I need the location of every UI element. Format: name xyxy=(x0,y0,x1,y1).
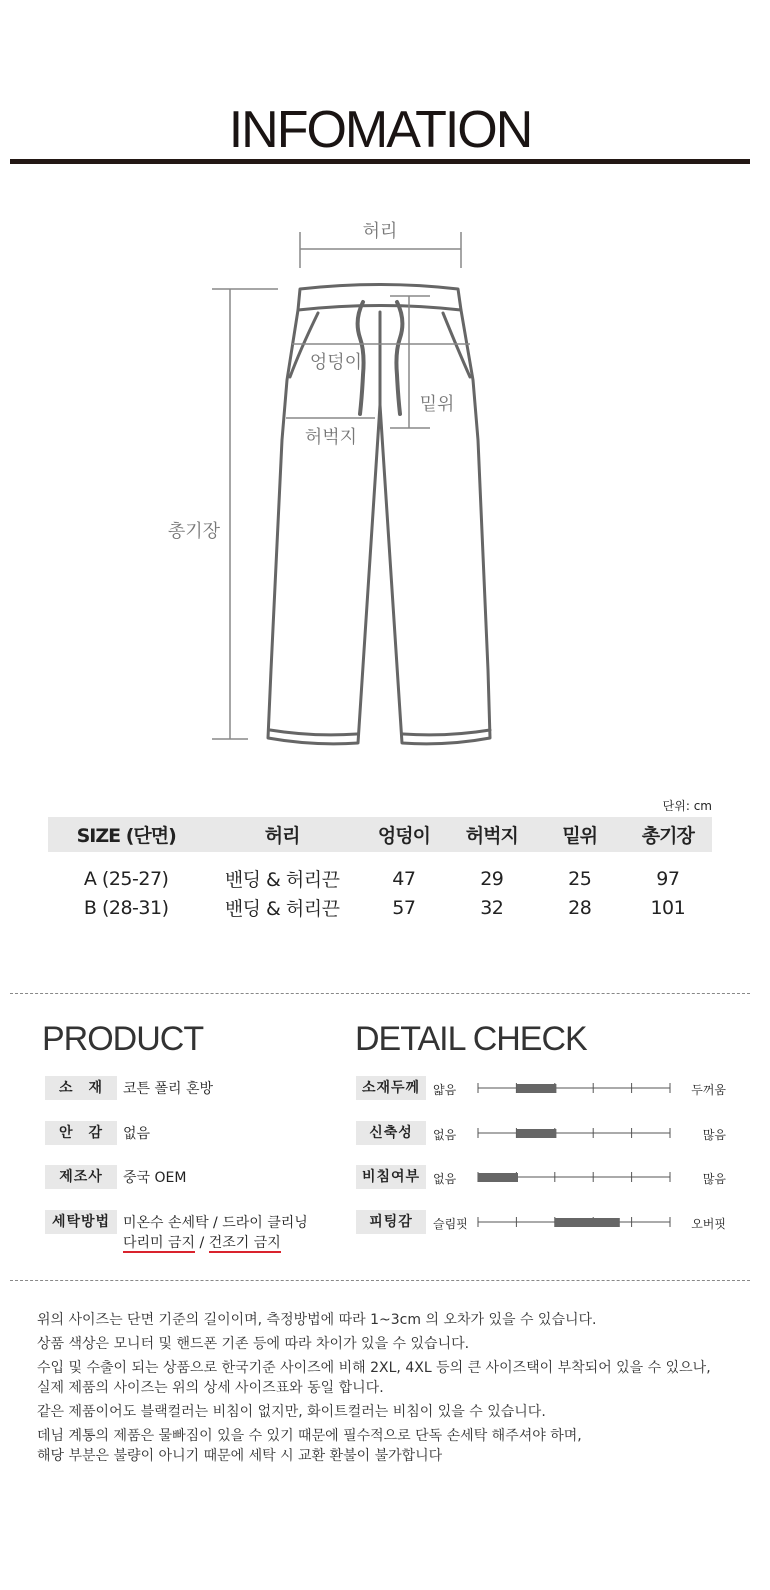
cell-waist: 밴딩 & 허리끈 xyxy=(224,869,340,891)
scale-marker xyxy=(516,1129,556,1138)
detail-check-heading: DETAIL CHECK xyxy=(355,1020,587,1058)
cell-thigh: 29 xyxy=(480,867,504,890)
cell-length: 101 xyxy=(650,896,686,919)
product-value-washing: 미온수 손세탁 / 드라이 클리닝 xyxy=(123,1215,308,1231)
scale-marker xyxy=(555,1218,620,1227)
scale-marker xyxy=(516,1084,556,1093)
scale-marker xyxy=(478,1173,518,1182)
size-table-header xyxy=(48,817,712,852)
note-item: 데님 계통의 제품은 물빠짐이 있을 수 있기 때문에 필수적으로 단독 손세탁 해주셔야 하며, 해당 부분은 불량이 아니기 때문에 세탁 시 교환 환불이 불가합니다 xyxy=(37,1428,582,1464)
header-thigh: 허벅지 xyxy=(448,817,536,852)
no-iron-warning: 다리미 금지 xyxy=(123,1235,196,1251)
cell-hip: 47 xyxy=(392,867,416,890)
detail-label: 피팅감 xyxy=(356,1210,426,1234)
note-item: 위의 사이즈는 단면 기준의 길이이며, 측정방법에 따라 1~3cm 의 오차가 있을 수 있습니다. xyxy=(37,1312,597,1328)
length-measure-line xyxy=(212,289,278,739)
size-table xyxy=(48,817,712,922)
product-value-washing-warnings xyxy=(123,1232,281,1252)
page-title: INFOMATION xyxy=(228,101,532,159)
detail-label: 비침여부 xyxy=(356,1165,426,1189)
rise-label: 밑위 xyxy=(419,394,455,415)
cell-rise: 25 xyxy=(568,867,592,890)
hip-label: 엉덩이 xyxy=(309,352,363,373)
note-item: 같은 제품이어도 블랙컬러는 비침이 없지만, 화이트컬러는 비침이 있을 수 있습니다. xyxy=(37,1404,546,1420)
cell-waist: 밴딩 & 허리끈 xyxy=(224,898,340,920)
product-label-material: 소 재 xyxy=(45,1076,117,1100)
detail-label: 신축성 xyxy=(356,1121,426,1145)
product-heading: PRODUCT xyxy=(42,1020,204,1058)
scale-max-label: 오버핏 xyxy=(691,1217,726,1231)
product-value-manufacturer: 중국 OEM xyxy=(123,1170,187,1186)
product-label-lining: 안 감 xyxy=(45,1121,117,1145)
scale-min-label: 얇음 xyxy=(433,1083,457,1097)
header-size: SIZE (단면) xyxy=(48,817,204,852)
pants-measurement-diagram xyxy=(0,200,770,780)
scale-bar xyxy=(476,1169,676,1185)
product-value-material: 코튼 폴리 혼방 xyxy=(123,1081,214,1097)
length-label: 총기장 xyxy=(167,521,221,542)
note-item: 상품 색상은 모니터 및 핸드폰 기존 등에 따라 차이가 있을 수 있습니다. xyxy=(37,1336,470,1352)
warning-separator: / xyxy=(199,1235,205,1251)
cell-rise: 28 xyxy=(568,896,592,919)
table-row xyxy=(48,852,712,893)
header-rise: 밑위 xyxy=(536,817,624,852)
pants-outline xyxy=(268,285,490,744)
scale-bar xyxy=(476,1214,676,1230)
header-hip: 엉덩이 xyxy=(360,817,448,852)
cell-size: A (25-27) xyxy=(83,867,169,890)
header-length: 총기장 xyxy=(624,817,712,852)
no-dryer-warning: 건조기 금지 xyxy=(208,1235,281,1251)
product-label-washing: 세탁방법 xyxy=(45,1210,117,1234)
waist-label: 허리 xyxy=(362,221,398,242)
product-value-lining: 없음 xyxy=(123,1126,151,1142)
notes xyxy=(37,1310,737,1470)
scale-max-label: 많음 xyxy=(702,1128,726,1142)
unit-label: 단위: cm xyxy=(662,799,712,813)
note-item: 수입 및 수출이 되는 상품으로 한국기준 사이즈에 비해 2XL, 4XL 등의 큰 사이즈택이 부착되어 있을 수 있으나, 실제 제품의 사이즈는 위의 상세 사이즈표와 동일 합니다. xyxy=(37,1360,711,1396)
scale-bar xyxy=(476,1080,676,1096)
section-divider xyxy=(10,993,750,994)
scale-min-label: 슬림핏 xyxy=(433,1217,468,1231)
scale-min-label: 없음 xyxy=(433,1172,457,1186)
section-divider xyxy=(10,1280,750,1281)
product-label-manufacturer: 제조사 xyxy=(45,1165,117,1189)
cell-hip: 57 xyxy=(392,896,416,919)
scale-min-label: 없음 xyxy=(433,1128,457,1142)
cell-thigh: 32 xyxy=(480,896,504,919)
header-waist: 허리 xyxy=(204,817,360,852)
scale-bar xyxy=(476,1125,676,1141)
cell-length: 97 xyxy=(656,867,680,890)
cell-size: B (28-31) xyxy=(83,896,169,919)
table-row xyxy=(48,893,712,922)
scale-max-label: 두꺼움 xyxy=(691,1083,726,1097)
scale-max-label: 많음 xyxy=(702,1172,726,1186)
thigh-label: 허벅지 xyxy=(304,427,358,448)
title-divider xyxy=(10,159,750,164)
detail-label: 소재두께 xyxy=(356,1076,426,1100)
